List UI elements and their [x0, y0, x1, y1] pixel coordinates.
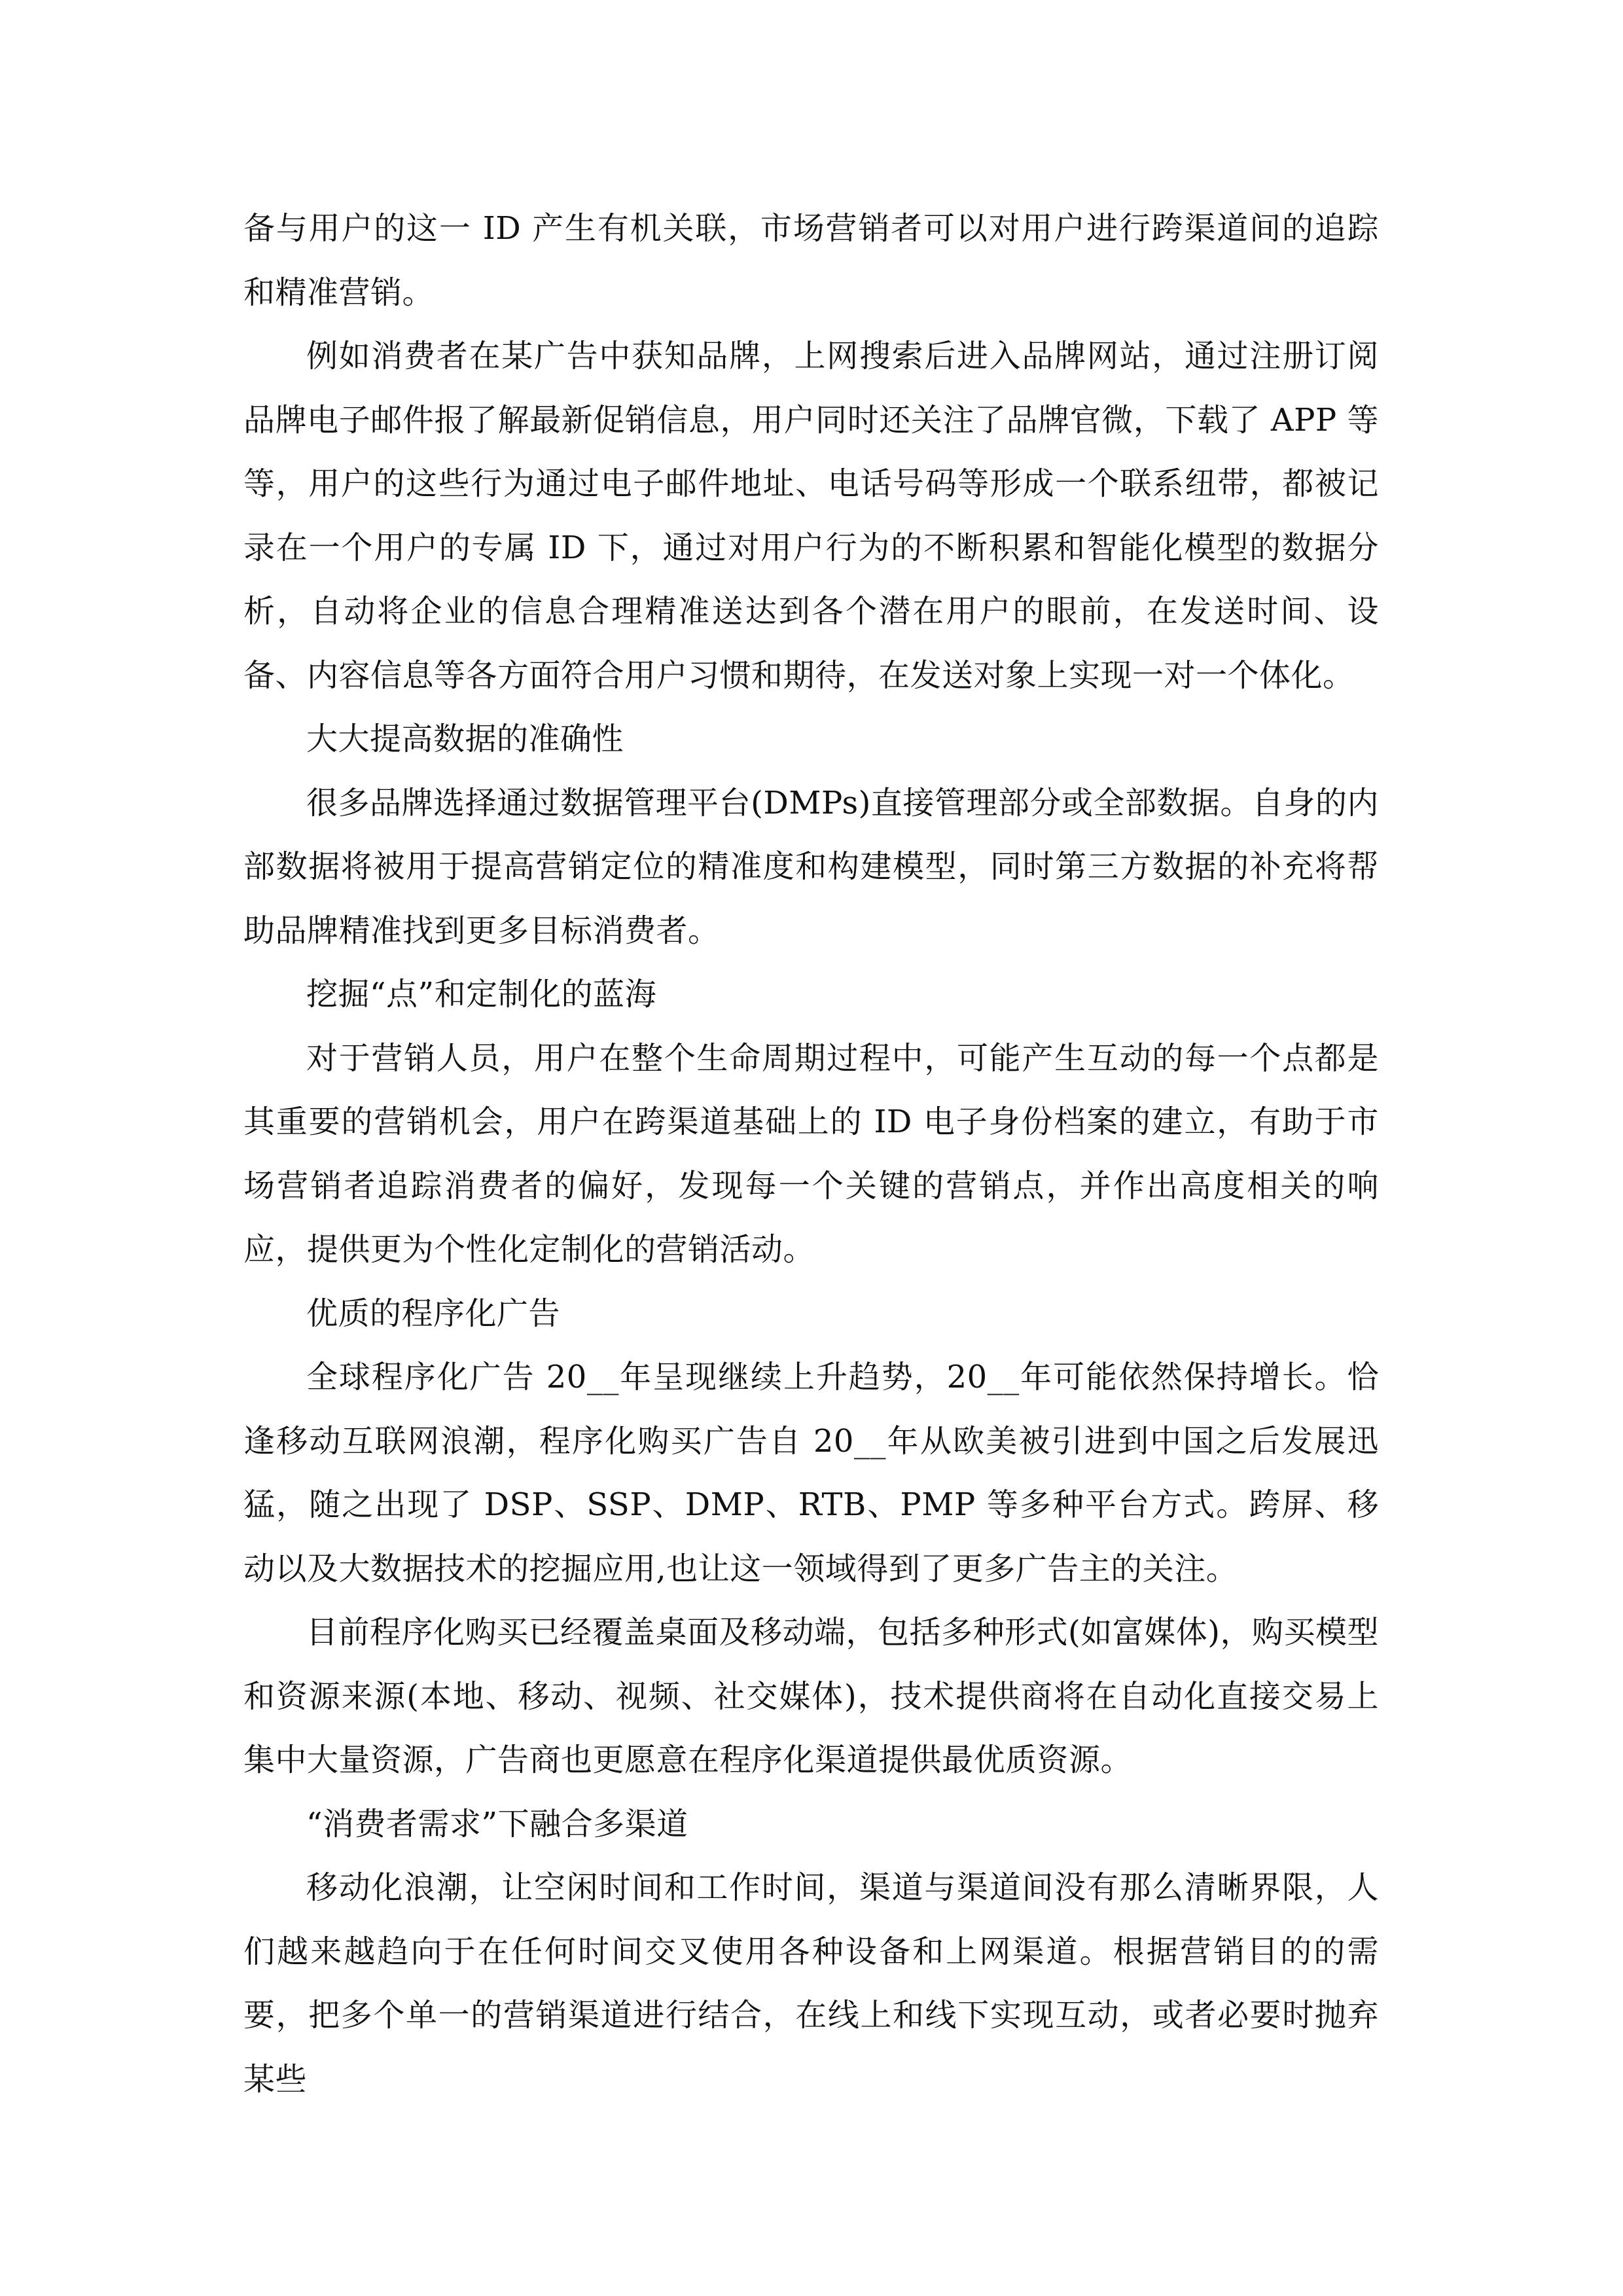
- paragraph-programmatic-growth: 全球程序化广告 20__年呈现继续上升趋势，20__年可能依然保持增长。恰逢移动互联网浪潮，程序化购买广告自 20__年从欧美被引进到中国之后发展迅猛，随之出现了 DSP、SSP、DMP、RTB、PMP 等多种平台方式。跨屏、移动以及大数据技术的挖掘应用,也让这一领域得到了更多广告主的关注。: [243, 1359, 1379, 1587]
- paragraph-user-id-example: 例如消费者在某广告中获知品牌，上网搜索后进入品牌网站，通过注册订阅品牌电子邮件报了解最新促销信息，用户同时还关注了品牌官微，下载了 APP 等等，用户的这些行为通过电子邮件地址、电话号码等形成一个联系纽带，都被记录在一个用户的专属 ID 下，通过对用户行为的不断积累和智能化模型的数据分析，自动将企业的信息合理精准送达到各个潜在用户的眼前，在发送时间、设备、内容信息等各方面符合用户习惯和期待，在发送对象上实现一对一个体化。: [243, 338, 1379, 694]
- paragraph-continued: 备与用户的这一 ID 产生有机关联，市场营销者可以对用户进行跨渠道间的追踪和精准营销。: [243, 210, 1379, 311]
- document-body: [243, 197, 1379, 2111]
- paragraph-dmp: 很多品牌选择通过数据管理平台(DMPs)直接管理部分或全部数据。自身的内部数据将被用于提高营销定位的精准度和构建模型，同时第三方数据的补充将帮助品牌精准找到更多目标消费者。: [243, 784, 1379, 949]
- paragraph-mobile-wave: 移动化浪潮，让空闲时间和工作时间，渠道与渠道间没有那么清晰界限，人们越来越趋向于在任何时间交叉使用各种设备和上网渠道。根据营销目的的需要，把多个单一的营销渠道进行结合，在线上和线下实现互动，或者必要时抛弃某些: [243, 1869, 1379, 2098]
- section-heading-programmatic-ads: 优质的程序化广告: [306, 1295, 561, 1332]
- paragraph-marketing-points: 对于营销人员，用户在整个生命周期过程中，可能产生互动的每一个点都是其重要的营销机会，用户在跨渠道基础上的 ID 电子身份档案的建立，有助于市场营销者追踪消费者的偏好，发现每一个关键的营销点，并作出高度相关的响应，提供更为个性化定制化的营销活动。: [243, 1039, 1379, 1268]
- paragraph-programmatic-coverage: 目前程序化购买已经覆盖桌面及移动端，包括多种形式(如富媒体)，购买模型和资源来源(本地、移动、视频、社交媒体)，技术提供商将在自动化直接交易上集中大量资源，广告商也更愿意在程序化渠道提供最优质资源。: [243, 1614, 1379, 1778]
- section-heading-multichannel: “消费者需求”下融合多渠道: [306, 1805, 688, 1842]
- section-heading-data-accuracy: 大大提高数据的准确性: [306, 721, 624, 757]
- section-heading-customization: 挖掘“点”和定制化的蓝海: [306, 976, 657, 1013]
